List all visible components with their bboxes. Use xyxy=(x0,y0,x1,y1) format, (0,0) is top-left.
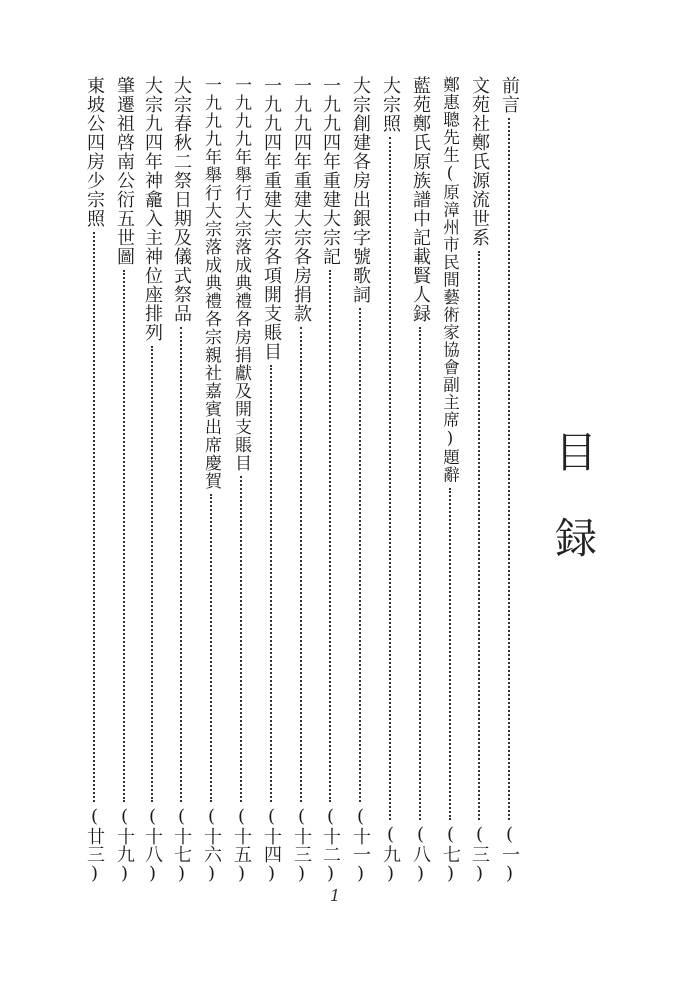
toc-entry-title: 一九九九年舉行大宗落成典禮各宗親社嘉賓出席慶賀 xyxy=(201,76,221,490)
toc-entry[interactable] xyxy=(80,76,108,884)
toc-entry[interactable] xyxy=(436,76,464,884)
toc-entry-title: 大宗照 xyxy=(380,76,401,133)
toc-entry[interactable] xyxy=(257,76,285,884)
toc-entry[interactable] xyxy=(227,76,255,884)
dot-leader xyxy=(389,137,391,820)
toc-entry-page: (七) xyxy=(440,824,461,884)
toc-entry-page: (十五) xyxy=(231,806,252,884)
dot-leader xyxy=(300,327,302,802)
toc-entry-page: (十七) xyxy=(171,806,192,884)
toc-entry-title: 鄭惠聰先生(原漳州市民間藝術家協會副主席)題辭 xyxy=(440,76,460,484)
dot-leader xyxy=(151,346,153,802)
toc-entry-title: 一九九四年重建大宗各房捐款 xyxy=(291,76,312,323)
dot-leader xyxy=(210,494,212,802)
dot-leader xyxy=(478,251,480,820)
toc-entry[interactable] xyxy=(110,76,138,884)
toc-entry[interactable] xyxy=(376,76,404,884)
toc-entry-page: (八) xyxy=(410,824,431,884)
toc-entry-page: (十三) xyxy=(291,806,312,884)
toc-entry-title: 大宗九四年神龕入主神位座排列 xyxy=(142,76,163,342)
toc-entry[interactable] xyxy=(495,76,523,884)
dot-leader xyxy=(329,270,331,802)
toc-entry-page: (十二) xyxy=(320,806,341,884)
toc-entry[interactable] xyxy=(138,76,166,884)
dot-leader xyxy=(508,118,510,820)
toc-entry-title: 一九九四年重建大宗各項開支賬目 xyxy=(261,76,282,361)
toc-entry-title: 藍苑鄭氏原族譜中記載賢人録 xyxy=(410,76,431,323)
toc-entry[interactable] xyxy=(346,76,374,884)
toc-entry-page: (一) xyxy=(499,824,520,884)
toc-entry-title: 肇遷祖啓南公衍五世圖 xyxy=(114,76,135,266)
toc-entry[interactable] xyxy=(316,76,344,884)
page-number: 1 xyxy=(330,886,341,905)
toc-entry[interactable] xyxy=(406,76,434,884)
dot-leader xyxy=(449,488,451,821)
toc-entry-title: 大宗創建各房出銀字號歌詞 xyxy=(350,76,371,304)
toc-entry[interactable] xyxy=(167,76,195,884)
toc-entry[interactable] xyxy=(287,76,315,884)
toc-entry-page: (十八) xyxy=(142,806,163,884)
toc-entry-page: (十一) xyxy=(350,806,371,884)
toc-entry-title: 一九九九年舉行大宗落成典禮各房捐獻及開支賬目 xyxy=(231,76,251,472)
toc-entry-page: (三) xyxy=(469,824,490,884)
dot-leader xyxy=(270,365,272,802)
toc-entry-page: (九) xyxy=(380,824,401,884)
dot-leader xyxy=(359,308,361,802)
toc-entry-title: 東坡公四房少宗照 xyxy=(84,76,105,228)
toc-entry-page: (十四) xyxy=(261,806,282,884)
page-title: 目録 xyxy=(549,430,598,602)
toc-entry-page: (廿三) xyxy=(84,806,105,884)
toc-entry[interactable] xyxy=(197,76,225,884)
toc-entry-title: 一九九四年重建大宗記 xyxy=(320,76,341,266)
dot-leader xyxy=(123,270,125,802)
toc-entry-title: 文苑社鄭氏源流世系 xyxy=(469,76,490,247)
toc-entry[interactable] xyxy=(465,76,493,884)
dot-leader xyxy=(93,232,95,802)
dot-leader xyxy=(180,327,182,802)
toc-entry-page: (十六) xyxy=(201,806,222,884)
dot-leader xyxy=(419,327,421,820)
toc-entry-page: (十九) xyxy=(114,806,135,884)
dot-leader xyxy=(240,476,242,802)
toc-entry-title: 大宗春秋二祭日期及儀式祭品 xyxy=(171,76,192,323)
toc-entry-title: 前言 xyxy=(499,76,520,114)
